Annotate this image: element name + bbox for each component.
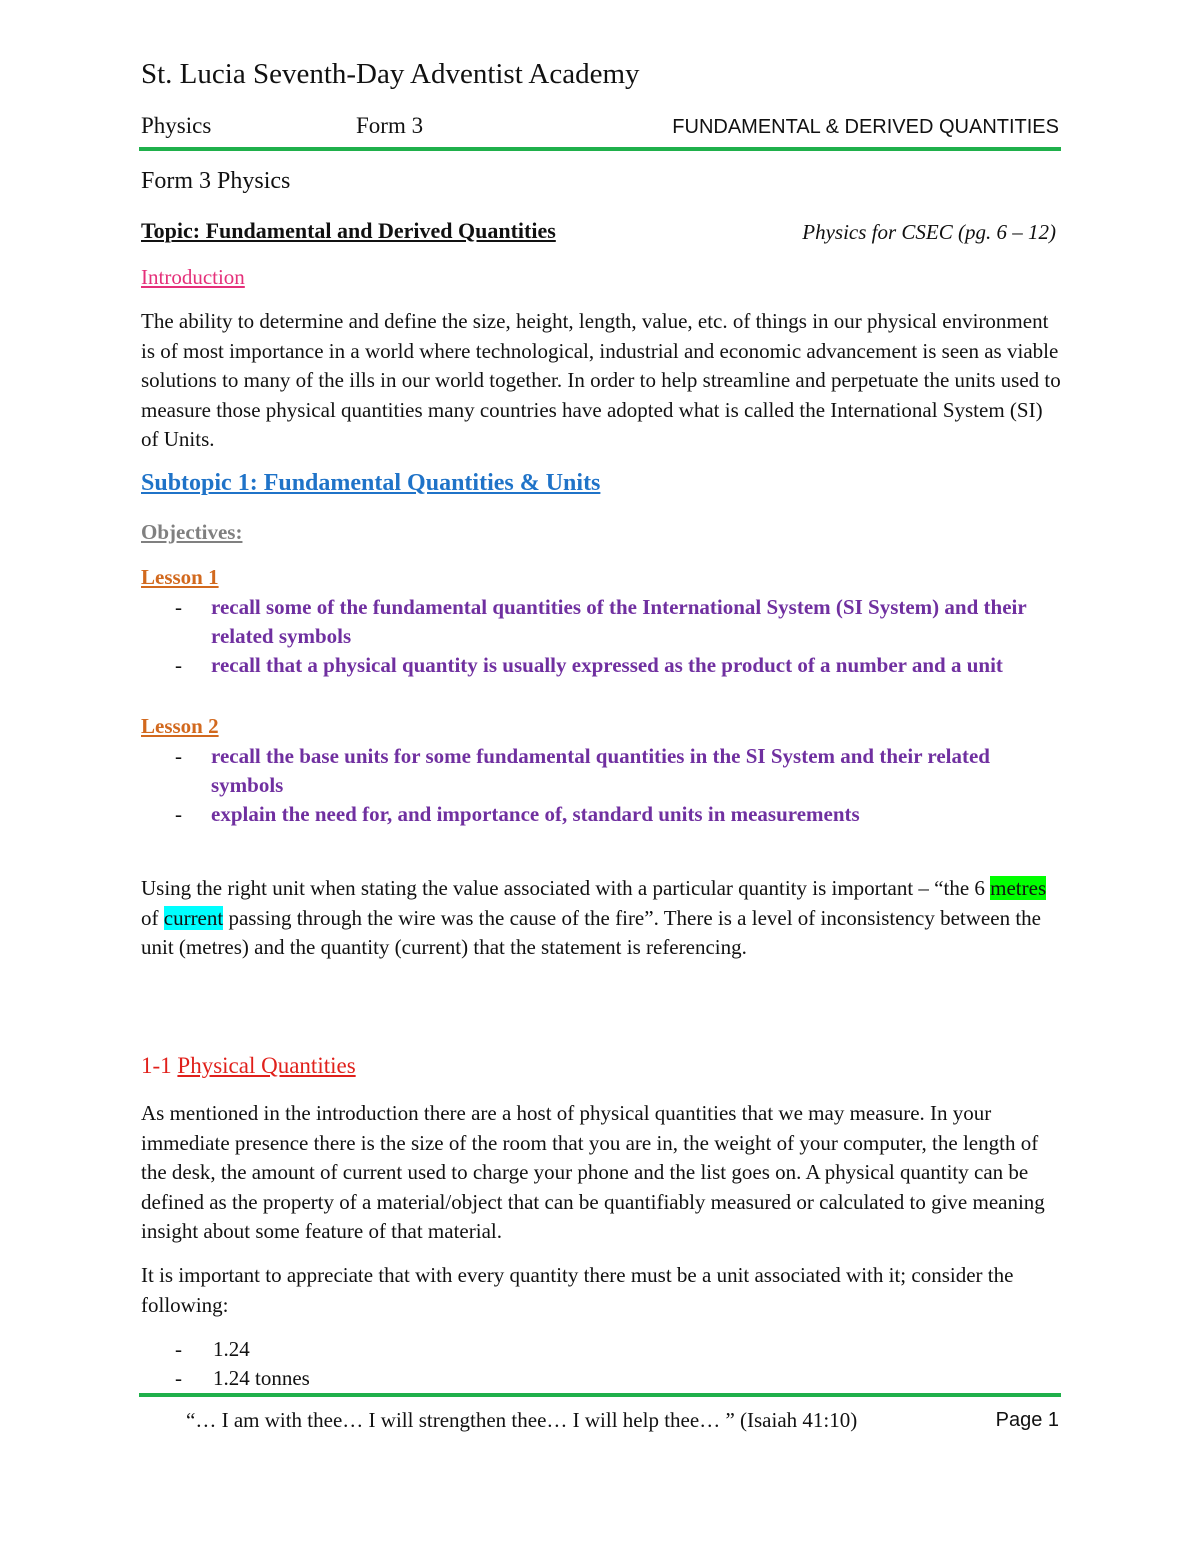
footer-rule bbox=[139, 1393, 1061, 1397]
topic-heading: Topic: Fundamental and Derived Quantities bbox=[141, 218, 556, 243]
objective-item: - explain the need for, and importance of, standard units in measurements bbox=[175, 802, 860, 826]
objective-item: - recall that a physical quantity is usually expressed as the product of a number and a unit bbox=[175, 653, 1003, 677]
lesson-1-label: Lesson 1 bbox=[141, 565, 219, 589]
section-heading-physical-quantities: 1-1 Physical Quantities bbox=[141, 1053, 356, 1078]
lesson-2-label: Lesson 2 bbox=[141, 714, 219, 738]
header-form: Form 3 bbox=[356, 113, 424, 138]
page-title: Form 3 Physics bbox=[141, 168, 291, 194]
highlight-current: current bbox=[163, 905, 224, 930]
school-name: St. Lucia Seventh-Day Adventist Academy bbox=[141, 58, 640, 90]
objectives-label: Objectives: bbox=[141, 520, 243, 544]
introduction-paragraph: The ability to determine and define the size, height, length, value, etc. of things in our physical environment is of most importance in a world where technological, industrial and economic advancement is seen as viable solutions to many of the ills in our world together. In order to help streamline and perpetuate the units used to measure those physical quantities many countries have adopted what is called the International System (SI) of Units. bbox=[141, 309, 1061, 451]
header-rule bbox=[139, 147, 1061, 151]
header-topic: FUNDAMENTAL & DERIVED QUANTITIES bbox=[672, 116, 1059, 138]
subtopic-heading: Subtopic 1: Fundamental Quantities & Units bbox=[141, 470, 601, 496]
objective-item: - recall some of the fundamental quantities of the International System (SI System) and their related symbols bbox=[175, 595, 1027, 648]
units-note-paragraph: It is important to appreciate that with every quantity there must be a unit associated with it; consider the following: bbox=[141, 1263, 1014, 1317]
units-paragraph: Using the right unit when stating the value associated with a particular quantity is important – “the 6 metres of current passing through the wire was the cause of the fire”. There is a level of inconsistency between the unit (metres) and the quantity (current) that the statement is referencing. bbox=[141, 876, 1047, 959]
page-number: Page 1 bbox=[995, 1409, 1059, 1431]
header-subject: Physics bbox=[141, 113, 212, 138]
lesson-2-objectives bbox=[141, 742, 1061, 829]
objective-item: - recall the base units for some fundamental quantities in the SI System and their related symbols bbox=[175, 744, 990, 797]
list-item: - 1.24 tonnes bbox=[175, 1366, 310, 1390]
example-list bbox=[141, 1335, 310, 1393]
introduction-heading: Introduction bbox=[141, 265, 245, 289]
list-item: - 1.24 bbox=[175, 1337, 250, 1361]
footer-quote: “… I am with thee… I will strengthen thee… I will help thee… ” (Isaiah 41:10) bbox=[186, 1408, 858, 1432]
lesson-1-objectives bbox=[141, 593, 1061, 680]
physical-quantities-paragraph: As mentioned in the introduction there are a host of physical quantities that we may measure. In your immediate presence there is the size of the room that you are in, the weight of your computer, the length of the desk, the amount of current used to charge your phone and the list goes on. A physical quantity can be defined as the property of a material/object that can be quantifiably measured or calculated to give meaning insight about some feature of that material. bbox=[141, 1101, 1045, 1243]
highlight-metres: metres bbox=[990, 876, 1047, 900]
book-reference: Physics for CSEC (pg. 6 – 12) bbox=[802, 220, 1056, 244]
